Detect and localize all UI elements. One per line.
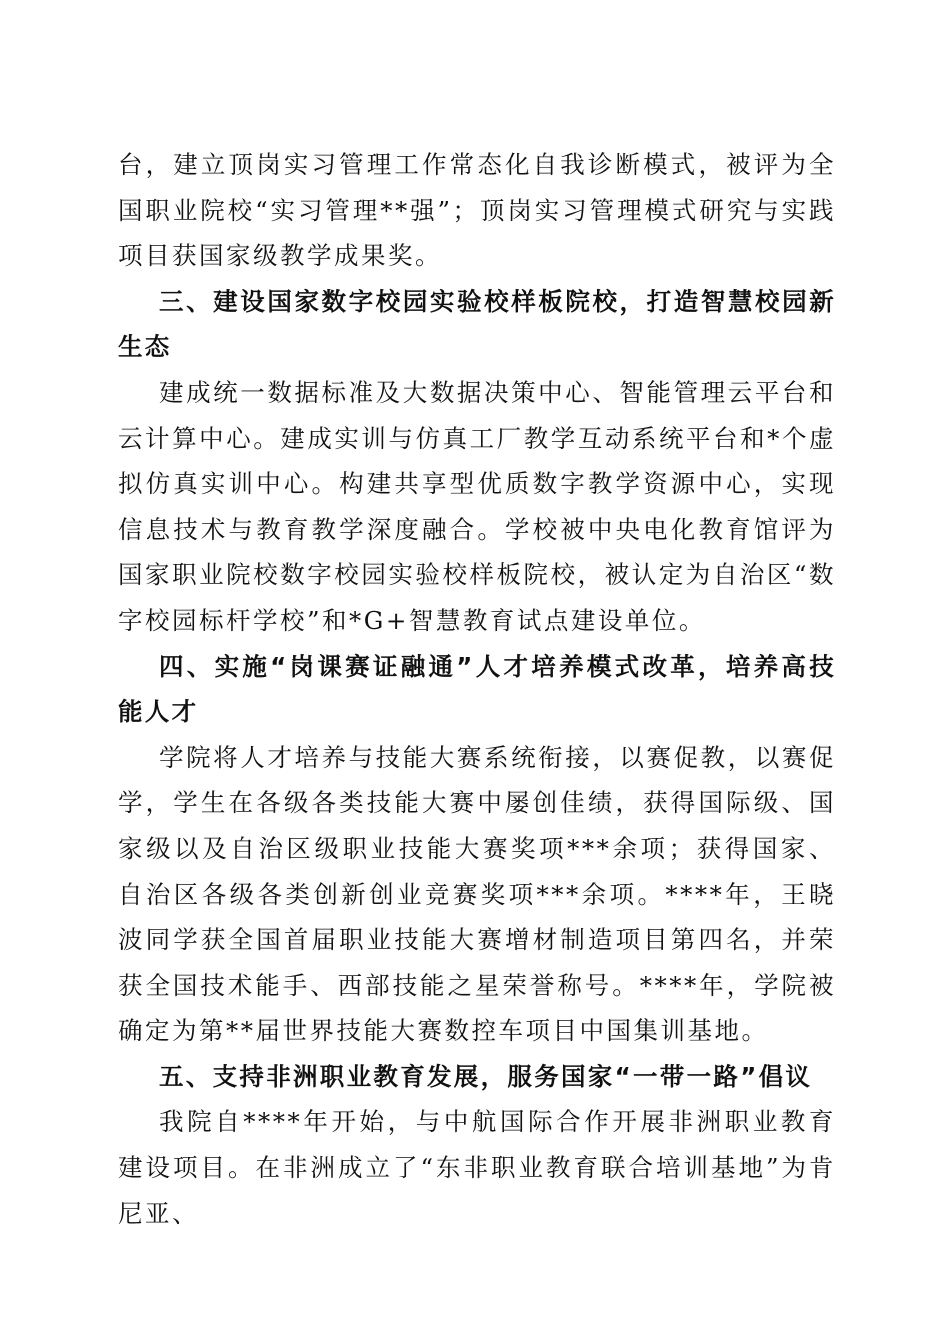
paragraph-digital-campus: 建成统一数据标准及大数据决策中心、智能管理云平台和云计算中心。建成实训与仿真工厂教学互动系统平台和*个虚拟仿真实训中心。构建共享型优质数字教学资源中心，实现信息技术与教育教学深度融合。学校被中央电化教育馆评为国家职业院校数字校园实验校样板院校，被认定为自治区“数字校园标杆学校”和*G+智慧教育试点建设单位。	[118, 377, 836, 635]
section-heading-5: 五、支持非洲职业教育发展，服务国家“一带一路”倡议	[159, 1061, 813, 1091]
section-heading-3: 三、建设国家数字校园实验校样板院校，打造智慧校园新生态	[118, 286, 836, 362]
document-body	[118, 142, 836, 1236]
paragraph-skills-competition: 学院将人才培养与技能大赛系统衔接，以赛促教，以赛促学，学生在各级各类技能大赛中屡创佳绩，获得国际级、国家级以及自治区级职业技能大赛奖项***余项；获得国家、自治区各级各类创新创业竞赛奖项***余项。****年，王晓波同学获全国首届职业技能大赛增材制造项目第四名，并荣获全国技术能手、西部技能之星荣誉称号。****年，学院被确定为第**届世界技能大赛数控车项目中国集训基地。	[118, 742, 836, 1046]
paragraph-internship-management: 台，建立顶岗实习管理工作常态化自我诊断模式，被评为全国职业院校“实习管理**强”；顶岗实习管理模式研究与实践项目获国家级教学成果奖。	[118, 150, 836, 271]
section-heading-4: 四、实施“岗课赛证融通”人才培养模式改革，培养高技能人才	[118, 651, 836, 727]
paragraph-africa-education: 我院自****年开始，与中航国际合作开展非洲职业教育建设项目。在非洲成立了“东非职业教育联合培训基地”为肯尼亚、	[118, 1107, 836, 1228]
